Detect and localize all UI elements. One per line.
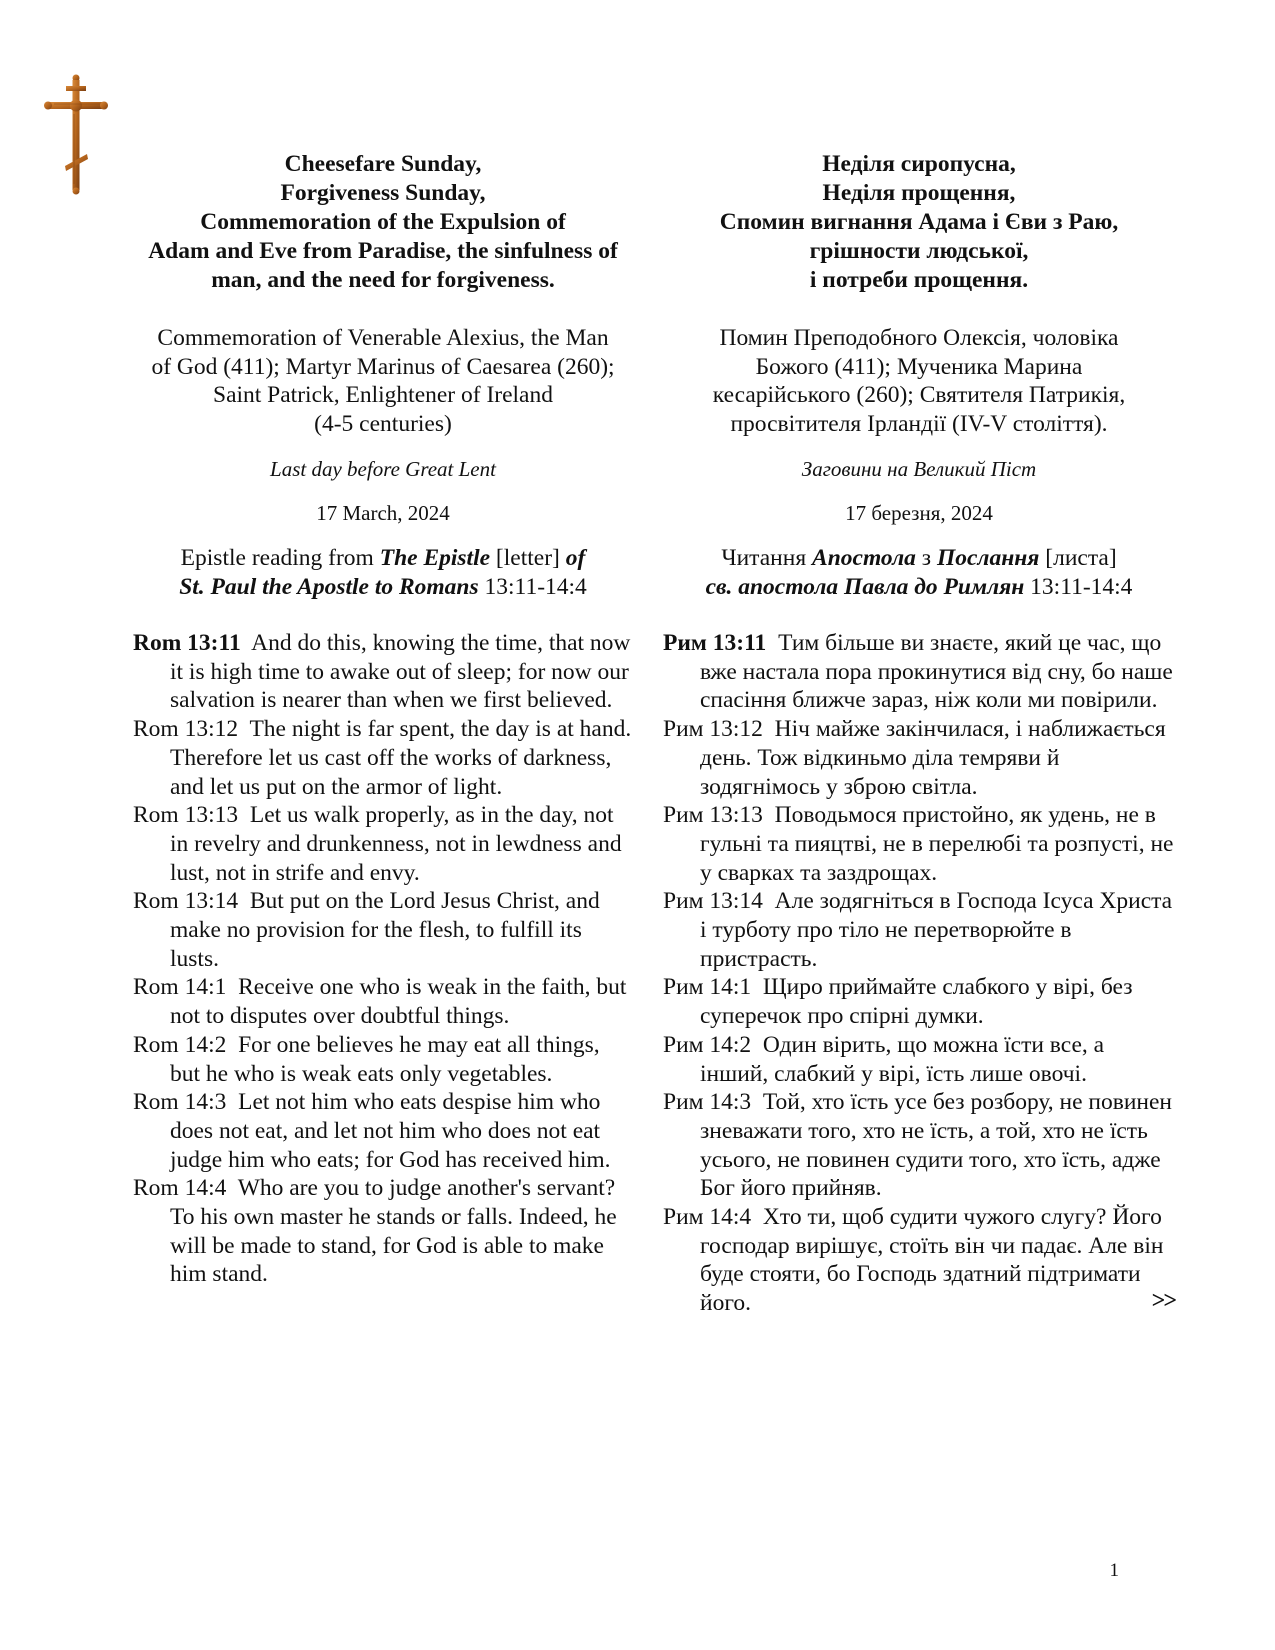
verse-ref: Rom 13:11 [133,630,241,656]
verse-text: Тим більше ви знаєте, який це час, що вже настала пора прокинутися від сну, бо наше спасіння ближче зараз, ніж коли ми повірили. [700,630,1173,714]
verse [663,715,1175,801]
verse-ref: Рим 14:2 [663,1031,752,1058]
verse [133,1031,633,1088]
verse-text: Але зодягніться в Господа Ісуса Христа і турботу про тіло не перетворюйте в пристрасть. [700,888,1173,972]
verse-ref: Rom 13:12 [133,716,239,743]
verse-text: Один вірить, що можна їсти все, а інший, слабкий у вірі, їсть лише овочі. [700,1031,1105,1087]
ukrainian-commemoration-line: просвітителя Ірландії (IV-V століття). [730,410,1108,437]
page-number: 1 [1109,1560,1119,1581]
epistle-book-title: of [565,545,586,571]
english-epistle-heading [133,544,633,601]
verse-ref: Рим 14:4 [663,1204,752,1231]
ukrainian-title-line: Неділя прощення, [822,180,1016,206]
english-title-line: Cheesefare Sunday, [284,151,482,177]
verse [133,715,633,801]
epistle-text: з [915,545,937,571]
verse [663,801,1175,887]
ukrainian-title-line: Неділя сиропусна, [822,151,1016,177]
ukrainian-lent-note: Заговини на Великий Піст [801,457,1037,481]
verse-text: Receive one who is weak in the faith, but not to disputes over doubtful things. [170,974,627,1030]
verse-text: Хто ти, щоб судити чужого слугу? Його господар вирішує, стоїть він чи падає. Але він буде стояти, бо Господь здатний підтримати його. [700,1204,1164,1317]
ukrainian-epistle-line-2 [663,573,1175,602]
verse [663,629,1175,715]
english-title-line: Adam and Eve from Paradise, the sinfulness of [148,238,618,264]
verse [133,887,633,973]
ukrainian-column [663,150,1175,1318]
english-commemoration-line: Commemoration of Venerable Alexius, the Man [157,325,609,351]
ukrainian-title [663,150,1175,295]
verse-ref: Рим 14:1 [663,974,752,1001]
verse [133,1174,633,1289]
epistle-book-title: св. апостола Павла до Римлян [705,573,1025,600]
verse-ref: Рим 14:3 [663,1089,752,1116]
verse-text: Той, хто їсть усе без розбору, не повинен зневажати того, хто не їсть, а той, хто не їсть усього, не повинен судити того, хто їсть, адже Бог його прийняв. [700,1089,1172,1202]
verse [663,1203,1175,1318]
english-verses [133,629,633,1289]
ukrainian-date: 17 березня, 2024 [845,501,993,525]
verse-ref: Рим 13:11 [663,630,767,656]
english-title-line: man, and the need for forgiveness. [211,267,555,293]
verse-text: Let us walk properly, as in the day, not in revelry and drunkenness, not in lewdness and lust, not in strife and envy. [170,802,622,886]
ukrainian-commemoration-line: Помин Преподобного Олексія, чоловіка [719,325,1119,351]
verse [133,973,633,1030]
verse-text: Поводьмося пристойно, як удень, не в гульні та пияцтві, не в перелюбі та розпусті, не у сварках та заздрощах. [700,802,1174,886]
epistle-chapters: 13:11-14:4 [1024,573,1133,600]
english-commemoration-line: (4-5 centuries) [314,410,452,437]
verse-ref: Rom 14:2 [133,1031,227,1058]
ukrainian-verses [663,629,1175,1318]
verse-text: Щиро приймайте слабкого у вірі, без суперечок про спірні думки. [700,974,1133,1030]
ukrainian-commemoration [663,324,1175,438]
english-title-line: Commemoration of the Expulsion of [200,209,566,235]
ukrainian-title-line: Спомин вигнання Адама і Єви з Раю, [719,209,1119,235]
epistle-text: [листа] [1039,545,1117,571]
verse-text: Who are you to judge another's servant? To his own master he stands or falls. Indeed, he will be made to stand, for God is able to make him stand. [170,1175,617,1288]
verse [663,1088,1175,1203]
english-epistle-line-1 [133,544,633,573]
english-epistle-line-2 [133,573,633,602]
english-title-line: Forgiveness Sunday, [280,180,486,206]
ukrainian-epistle-heading [663,544,1175,601]
epistle-text: [letter] [490,545,566,571]
orthodox-cross-icon [44,74,112,196]
epistle-text: Читання [721,545,813,571]
verse-text: For one believes he may eat all things, but he who is weak eats only vegetables. [170,1031,600,1087]
english-date: 17 March, 2024 [316,501,450,525]
verse [663,1031,1175,1088]
epistle-book-title: Апостола [812,545,916,571]
ukrainian-commemoration-line: кесарійського (260); Святителя Патрикія, [712,382,1126,408]
epistle-book-title: The Epistle [379,545,491,571]
ukrainian-title-line: грішности людської, [809,238,1029,264]
ukrainian-title-line: і потреби прощення. [809,267,1029,293]
english-title [133,150,633,295]
continue-marker: >> [1151,1288,1175,1314]
ukrainian-commemoration-line: Божого (411); Мученика Марина [755,353,1083,380]
verse [663,973,1175,1030]
english-commemoration [133,324,633,438]
ukrainian-epistle-line-1 [663,544,1175,573]
verse-ref: Rom 14:1 [133,974,227,1001]
verse-text: Ніч майже закінчилася, і наближається день. Тож відкиньмо діла темряви й зодягнімось у зброю світла. [700,716,1166,800]
verse [133,1088,633,1174]
verse-text: But put on the Lord Jesus Christ, and make no provision for the flesh, to fulfill its lusts. [170,888,600,972]
verse-ref: Rom 14:4 [133,1175,227,1202]
english-commemoration-line: Saint Patrick, Enlightener of Ireland [213,382,553,408]
epistle-text: Epistle reading from [180,545,380,571]
verse-ref: Rom 13:14 [133,888,239,915]
verse-text: Let not him who eats despise him who does not eat, and let not him who does not eat judge him who eats; for God has received him. [170,1089,611,1173]
verse [663,887,1175,973]
verse-ref: Rom 13:13 [133,802,239,829]
verse-ref: Rom 14:3 [133,1089,227,1116]
epistle-chapters: 13:11-14:4 [478,573,587,600]
verse-ref: Рим 13:14 [663,888,763,915]
verse-text: The night is far spent, the day is at hand. Therefore let us cast off the works of darkness, and let us put on the armor of light. [170,716,632,800]
english-column [133,150,633,1289]
verse [133,629,633,715]
epistle-book-title: Послання [936,545,1040,571]
verse [133,801,633,887]
english-lent-note: Last day before Great Lent [270,457,496,481]
verse-text: And do this, knowing the time, that now it is high time to awake out of sleep; for now our salvation is nearer than when we first believed. [170,630,631,714]
verse-ref: Рим 13:12 [663,716,763,743]
verse-ref: Рим 13:13 [663,802,763,829]
english-commemoration-line: of God (411); Martyr Marinus of Caesarea (260); [151,353,615,380]
epistle-book-title: St. Paul the Apostle to Romans [179,573,479,600]
